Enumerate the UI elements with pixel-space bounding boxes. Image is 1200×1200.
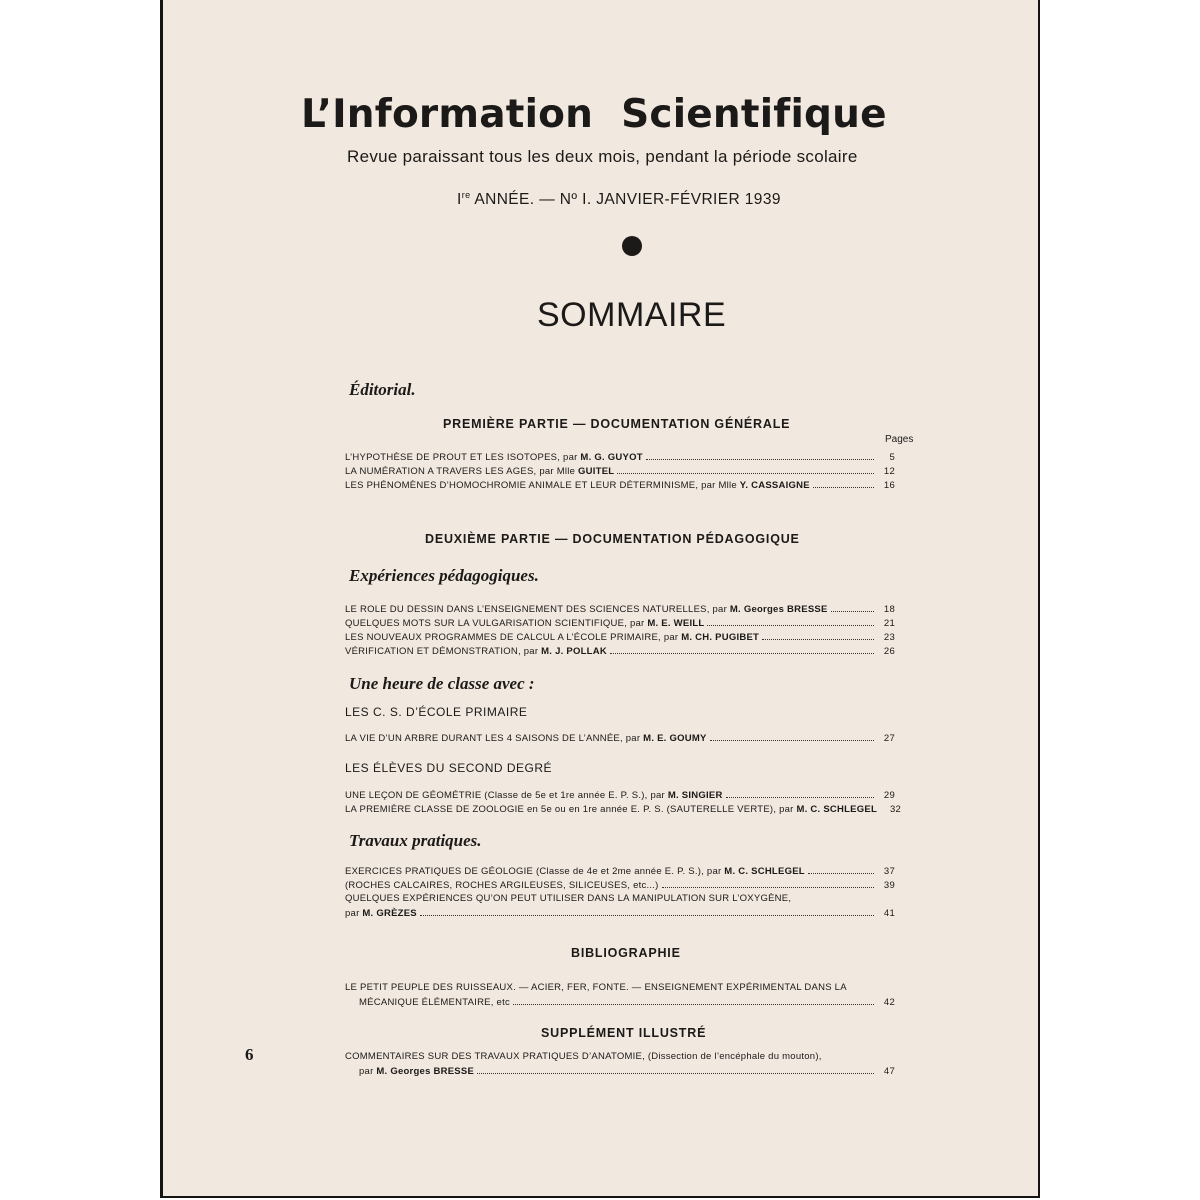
toc-entry-title: LA PREMIÈRE CLASSE DE ZOOLOGIE en 5e ou en 1re année E. P. S. (SAUTERELLE VERTE), par <box>345 804 797 815</box>
toc-entry-text <box>345 632 759 643</box>
toc-entry[interactable] <box>345 603 895 615</box>
toc-entry[interactable] <box>345 465 895 477</box>
toc-entry-title: LES PHÉNOMÈNES D’HOMOCHROMIE ANIMALE ET LEUR DÉTERMINISME, par Mlle <box>345 480 740 491</box>
toc-entry-text <box>345 790 723 801</box>
toc-entry-page: 42 <box>883 997 895 1008</box>
group-primaire-heading: LES C. S. D’ÉCOLE PRIMAIRE <box>345 705 528 719</box>
toc-entry-title: QUELQUES MOTS SUR LA VULGARISATION SCIENTIFIQUE, par <box>345 618 648 629</box>
toc-entry-text <box>345 804 877 815</box>
toc-entry[interactable] <box>345 789 895 801</box>
toc-entry[interactable] <box>345 451 895 463</box>
pages-label: Pages <box>885 434 914 445</box>
toc-entry-page: 18 <box>883 604 895 615</box>
issue-ordinal: I <box>457 191 462 209</box>
toc-entry-author: M. E. WEILL <box>647 618 705 629</box>
toc-entry[interactable] <box>345 645 895 657</box>
part2-heading: DEUXIÈME PARTIE — DOCUMENTATION PÉDAGOGIQUE <box>425 532 800 546</box>
toc-entry-author: M. SINGIER <box>667 790 723 801</box>
toc-entry-title: par <box>359 1066 377 1077</box>
toc-entry[interactable] <box>345 479 895 491</box>
toc-entry-text <box>345 866 805 877</box>
issue-rest: ANNÉE. — Nº I. JANVIER-FÉVRIER 1939 <box>470 191 781 209</box>
toc-entry-page: 39 <box>883 880 895 891</box>
leader-dots <box>762 631 874 640</box>
toc-entry[interactable] <box>345 996 895 1008</box>
toc-entry-text <box>345 1066 474 1077</box>
toc-entry-text <box>345 452 643 463</box>
toc-entry-title: EXERCICES PRATIQUES DE GÉOLOGIE (Classe de 4e et 2me année E. P. S.), par <box>345 866 725 877</box>
toc-entry-author: Y. CASSAIGNE <box>739 480 810 491</box>
toc-entry[interactable] <box>345 732 895 744</box>
sommaire-heading: SOMMAIRE <box>537 296 727 334</box>
ornament-dot <box>622 236 642 256</box>
toc-entry-author: M. C. SCHLEGEL <box>724 866 805 877</box>
toc-entry-page: 41 <box>883 908 895 919</box>
leader-dots <box>420 907 874 916</box>
toc-entry-author: M. J. POLLAK <box>541 646 607 657</box>
leader-dots <box>707 617 874 626</box>
experiences-heading: Expériences pédagogiques. <box>349 566 539 585</box>
leader-dots <box>726 789 874 798</box>
toc-entry-text <box>345 618 704 629</box>
toc-entry[interactable] <box>345 879 895 891</box>
editorial-heading: Éditorial. <box>349 380 416 399</box>
toc-entry[interactable] <box>345 1065 895 1077</box>
toc-entry-title: par <box>345 908 363 919</box>
leader-dots <box>710 732 874 741</box>
toc-entry-author: M. E. GOUMY <box>643 733 707 744</box>
toc-entry-text <box>345 480 810 491</box>
bibliographie-heading: BIBLIOGRAPHIE <box>571 946 681 960</box>
leader-dots <box>813 479 874 488</box>
toc-entry-author: M. GRÈZES <box>362 908 417 919</box>
toc-entry-page: 16 <box>883 480 895 491</box>
toc-entry[interactable] <box>345 631 895 643</box>
toc-entry-text <box>345 908 417 919</box>
issue-line <box>457 190 781 209</box>
leader-dots <box>513 996 874 1005</box>
toc-entry-title: L’HYPOTHÈSE DE PROUT ET LES ISOTOPES, par <box>345 452 581 463</box>
journal-title-part2: Scientifique <box>621 92 887 137</box>
journal-subtitle: Revue paraissant tous les deux mois, pendant la période scolaire <box>347 147 858 166</box>
toc-entry-author: M. Georges BRESSE <box>729 604 828 615</box>
toc-entry-page: 21 <box>883 618 895 629</box>
toc-entry[interactable] <box>345 907 895 919</box>
toc-entry-title: LE ROLE DU DESSIN DANS L’ENSEIGNEMENT DES SCIENCES NATURELLES, par <box>345 604 730 615</box>
toc-entry[interactable] <box>345 617 895 629</box>
leader-dots <box>477 1065 874 1074</box>
toc-entry-title: UNE LEÇON DE GÉOMÉTRIE (Classe de 5e et 1re année E. P. S.), par <box>345 790 668 801</box>
toc-entry-page: 23 <box>883 632 895 643</box>
toc-entry[interactable] <box>345 865 895 877</box>
toc-entry-text <box>345 997 510 1008</box>
toc-entry-title: LES NOUVEAUX PROGRAMMES DE CALCUL A L’ÉCOLE PRIMAIRE, par <box>345 632 682 643</box>
leader-dots <box>646 451 874 460</box>
toc-entry-author: M. C. SCHLEGEL <box>796 804 878 815</box>
toc-entry-title: VÉRIFICATION ET DÉMONSTRATION, par <box>345 646 542 657</box>
toc-entry-author: M. G. GUYOT <box>580 452 643 463</box>
toc-entry-author: M. CH. PUGIBET <box>681 632 760 643</box>
page-number: 6 <box>245 1045 254 1064</box>
travaux-heading: Travaux pratiques. <box>349 831 482 850</box>
issue-ordinal-sup: re <box>461 190 471 200</box>
part1-heading: PREMIÈRE PARTIE — DOCUMENTATION GÉNÉRALE <box>443 417 791 431</box>
toc-entry-title: (ROCHES CALCAIRES, ROCHES ARGILEUSES, SILICEUSES, etc...) <box>345 880 659 891</box>
toc-entry-title: MÉCANIQUE ÉLÉMENTAIRE, etc <box>359 997 510 1008</box>
toc-entry-title: LA VIE D’UN ARBRE DURANT LES 4 SAISONS DE L’ANNÉE, par <box>345 733 644 744</box>
toc-entry-page: 29 <box>883 790 895 801</box>
journal-title-part1: L’Information <box>301 92 594 137</box>
toc-entry-page: 37 <box>883 866 895 877</box>
document-page <box>160 0 1040 1198</box>
supplement-heading: SUPPLÉMENT ILLUSTRÉ <box>541 1026 707 1040</box>
toc-entry-text <box>345 880 659 891</box>
toc-entry-author: M. Georges BRESSE <box>376 1066 475 1077</box>
group-second-degre-heading: LES ÉLÈVES DU SECOND DEGRÉ <box>345 761 553 775</box>
toc-entry-text <box>345 604 828 615</box>
toc-entry-page: 27 <box>883 733 895 744</box>
toc-entry-page: 47 <box>883 1066 895 1077</box>
toc-entry-text <box>345 466 614 477</box>
toc-entry-line: QUELQUES EXPÉRIENCES QU’ON PEUT UTILISER DANS LA MANIPULATION SUR L’OXYGÈNE, <box>345 893 792 904</box>
toc-entry-text <box>345 733 707 744</box>
leader-dots <box>831 603 874 612</box>
toc-entry-text <box>345 646 607 657</box>
toc-entry-page: 12 <box>883 466 895 477</box>
leader-dots <box>610 645 874 654</box>
leader-dots <box>662 879 874 888</box>
journal-title <box>301 92 887 137</box>
leader-dots <box>617 465 874 474</box>
leader-dots <box>808 865 874 874</box>
toc-entry-title: LA NUMÉRATION A TRAVERS LES AGES, par Mlle <box>345 466 579 477</box>
toc-entry[interactable] <box>345 803 902 815</box>
toc-entry-page: 5 <box>889 452 895 463</box>
supplement-line: COMMENTAIRES SUR DES TRAVAUX PRATIQUES D’ANATOMIE, (Dissection de l’encéphale du mouton), <box>345 1051 822 1062</box>
bibliographie-line: LE PETIT PEUPLE DES RUISSEAUX. — ACIER, FER, FONTE. — ENSEIGNEMENT EXPÉRIMENTAL DANS LA <box>345 982 847 993</box>
toc-entry-page: 26 <box>883 646 895 657</box>
toc-entry-author: GUITEL <box>578 466 615 477</box>
toc-entry-page: 32 <box>889 804 902 815</box>
heure-heading: Une heure de classe avec : <box>349 674 535 693</box>
